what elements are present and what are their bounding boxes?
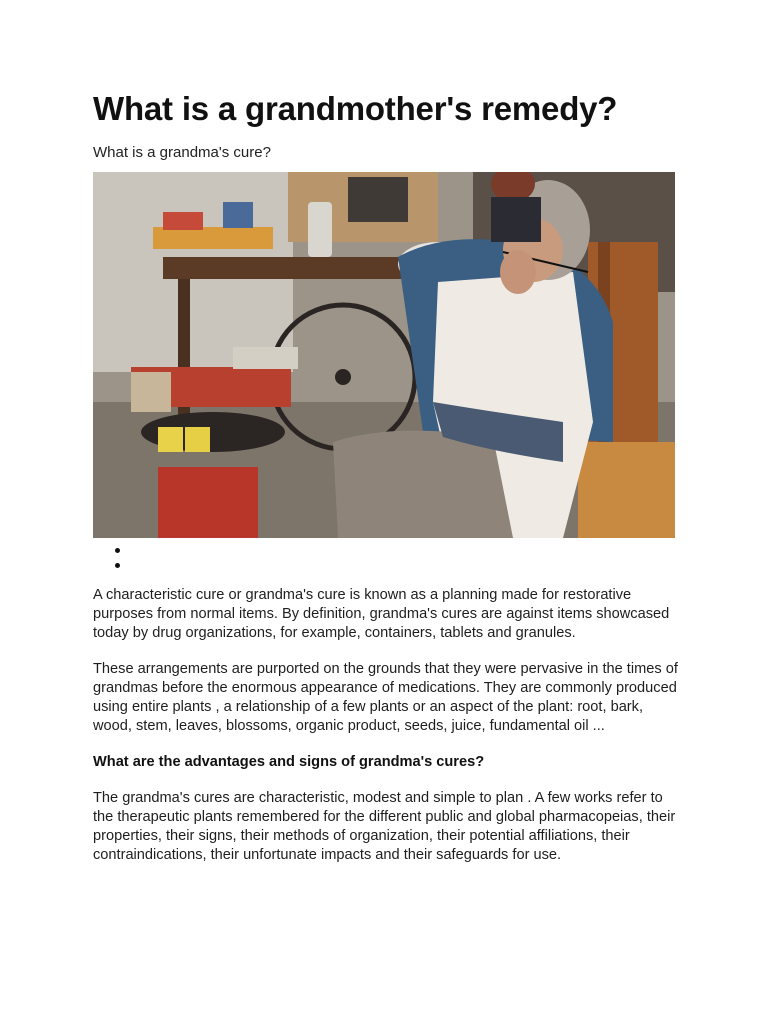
paragraph-1: A characteristic cure or grandma's cure is known as a planning made for restorative purposes from normal items. By definition, grandma's cures are against items showcased today by drug organizations, for example, containers, tablets and granules. xyxy=(93,587,670,641)
paragraph-3: The grandma's cures are characteristic, modest and simple to plan . A few works refer to the therapeutic plants remembered for the different public and global pharmacopeias, their properties, their signs, their methods of organization, their potential affiliations, their contraindications, their unfortunate impacts and their safeguards for use. xyxy=(93,790,676,863)
paragraph-2: These arrangements are purported on the grounds that they were pervasive in the times of grandmas before the enormous appearance of medications. They are commonly produced using entire plants , a relationship of a few plants or an aspect of the plant: root, bark, wood, stem, leaves, blossoms, organic product, seeds, juice, fundamental oil ... xyxy=(93,661,678,734)
article-photo xyxy=(93,172,675,538)
page-subtitle: What is a grandma's cure? xyxy=(93,144,271,161)
article-body xyxy=(93,586,683,882)
article xyxy=(93,88,683,863)
page-title: What is a grandmother's remedy? xyxy=(93,90,618,127)
section-heading: What are the advantages and signs of grandma's cures? xyxy=(93,754,485,770)
